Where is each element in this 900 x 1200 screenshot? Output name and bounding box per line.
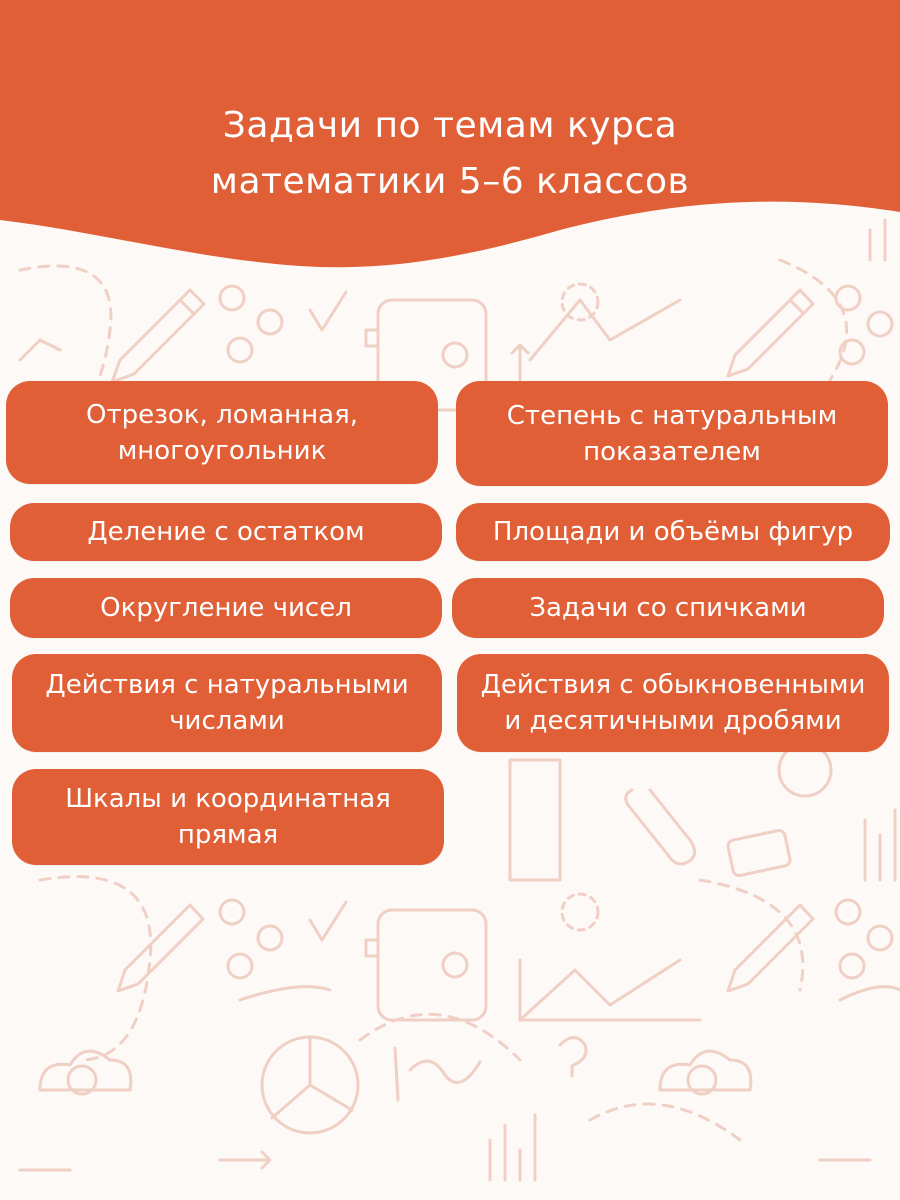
topic-label: показателем bbox=[583, 436, 761, 467]
topic-areas-and-volumes[interactable] bbox=[456, 503, 890, 561]
topic-power-natural-exponent[interactable] bbox=[456, 381, 888, 486]
topic-label: Площади и объёмы фигур bbox=[492, 517, 854, 547]
ideas-icon bbox=[395, 1048, 480, 1100]
topic-fraction-operations[interactable] bbox=[457, 654, 889, 752]
pencil-icon bbox=[728, 290, 813, 376]
topic-label: Степень с натуральным bbox=[506, 400, 838, 431]
topic-scales-coordinate-line[interactable] bbox=[12, 769, 444, 865]
topic-label: Действия с обыкновенными bbox=[480, 670, 866, 700]
page-title-line-2: математики 5–6 классов bbox=[210, 161, 690, 202]
topic-division-with-remainder[interactable] bbox=[10, 503, 442, 561]
topic-label: Деление с остатком bbox=[87, 517, 365, 547]
topic-label: прямая bbox=[177, 820, 279, 850]
page-title bbox=[0, 98, 900, 210]
pencil-icon bbox=[112, 290, 204, 382]
topic-label: числами bbox=[169, 706, 285, 736]
topic-label: Округление чисел bbox=[100, 593, 352, 623]
topic-rounding-numbers[interactable] bbox=[10, 578, 442, 638]
topic-matchstick-problems[interactable] bbox=[452, 578, 884, 638]
topic-label: и десятичными дробями bbox=[504, 706, 842, 736]
pencil-icon bbox=[728, 905, 813, 991]
paperclip-icon bbox=[626, 790, 695, 864]
page-title-line-1: Задачи по темам курса bbox=[222, 105, 678, 146]
pencil-icon bbox=[118, 905, 203, 991]
topic-label: Шкалы и координатная bbox=[65, 784, 391, 814]
topic-segment-polyline-polygon[interactable] bbox=[6, 381, 438, 484]
pie-chart-icon bbox=[262, 1037, 358, 1133]
topic-natural-number-operations[interactable] bbox=[12, 654, 442, 752]
topic-label: Действия с натуральными bbox=[45, 670, 409, 700]
topic-label: Задачи со спичками bbox=[529, 593, 807, 623]
topic-label: многоугольник bbox=[117, 435, 327, 466]
topic-label: Отрезок, ломанная, bbox=[86, 399, 358, 430]
